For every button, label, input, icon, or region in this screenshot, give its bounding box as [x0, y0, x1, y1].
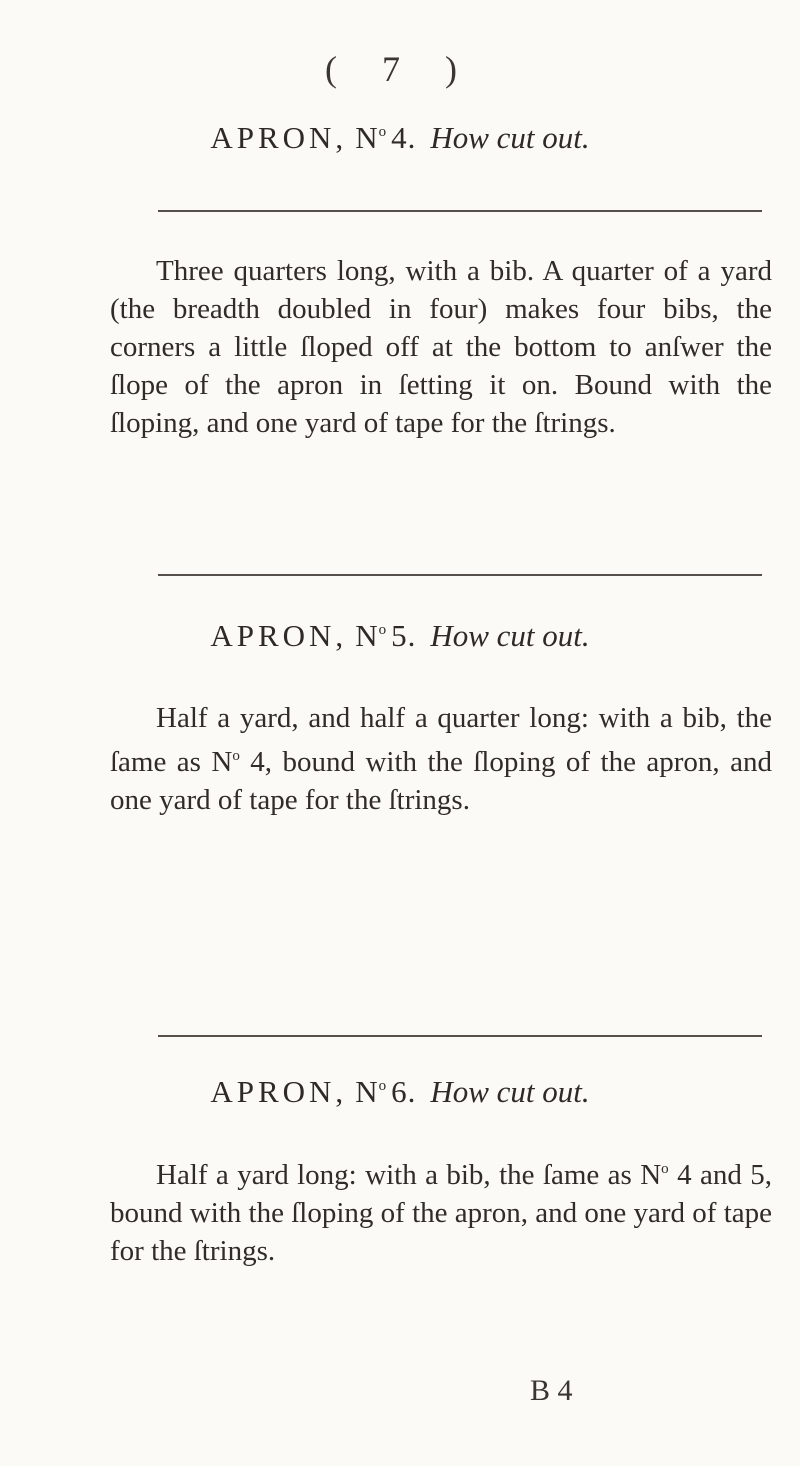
number-superscript: o — [378, 124, 388, 140]
heading-title-word: APRON, — [210, 120, 348, 155]
heading-number — [355, 120, 416, 155]
body-text: Half a yard, and half a quarter long: with a bib, the ſame as N — [110, 702, 772, 778]
section-divider — [158, 210, 762, 212]
number-mark: N — [355, 618, 379, 653]
heading-title-word: APRON, — [210, 618, 348, 653]
heading-instruction: How cut out. — [430, 618, 590, 653]
section-heading-apron-4 — [0, 120, 800, 156]
section-divider — [158, 1035, 762, 1037]
heading-instruction: How cut out. — [430, 120, 590, 155]
section-body-apron-6 — [110, 1150, 772, 1270]
number-value: 4. — [391, 120, 417, 155]
section-divider — [158, 574, 762, 576]
heading-number — [355, 1074, 416, 1109]
signature-mark: B 4 — [530, 1374, 573, 1407]
section-heading-apron-5 — [0, 618, 800, 654]
body-text: 4 and 5, bound with the ſloping of the apron, and one yard of tape for the ſtrings. — [110, 1159, 773, 1267]
number-superscript: o — [378, 1078, 388, 1094]
page-number: ( 7 ) — [325, 49, 475, 89]
body-superscript: o — [661, 1161, 669, 1177]
heading-instruction: How cut out. — [430, 1074, 590, 1109]
number-mark: N — [355, 1074, 379, 1109]
number-value: 6. — [391, 1074, 417, 1109]
section-body-apron-4: Three quarters long, with a bib. A quarter of a yard (the breadth doubled in four) makes four bibs, the corners a little ſloped off at the bottom to anſwer the ſlope of the apron in ſetting it on. Bound with the ſloping, and one yard of tape for the ſtrings. — [110, 255, 772, 439]
section-body-apron-5 — [110, 699, 772, 819]
number-mark: N — [355, 120, 379, 155]
heading-title-word: APRON, — [210, 1074, 348, 1109]
body-text: 4, bound with the ſloping of the apron, and one yard of tape for the ſtrings. — [110, 746, 772, 816]
body-superscript: o — [232, 748, 240, 764]
number-value: 5. — [391, 618, 417, 653]
number-superscript: o — [378, 622, 388, 638]
section-heading-apron-6 — [0, 1074, 800, 1110]
body-text: Half a yard long: with a bib, the ſame as N — [156, 1159, 662, 1191]
heading-number — [355, 618, 416, 653]
